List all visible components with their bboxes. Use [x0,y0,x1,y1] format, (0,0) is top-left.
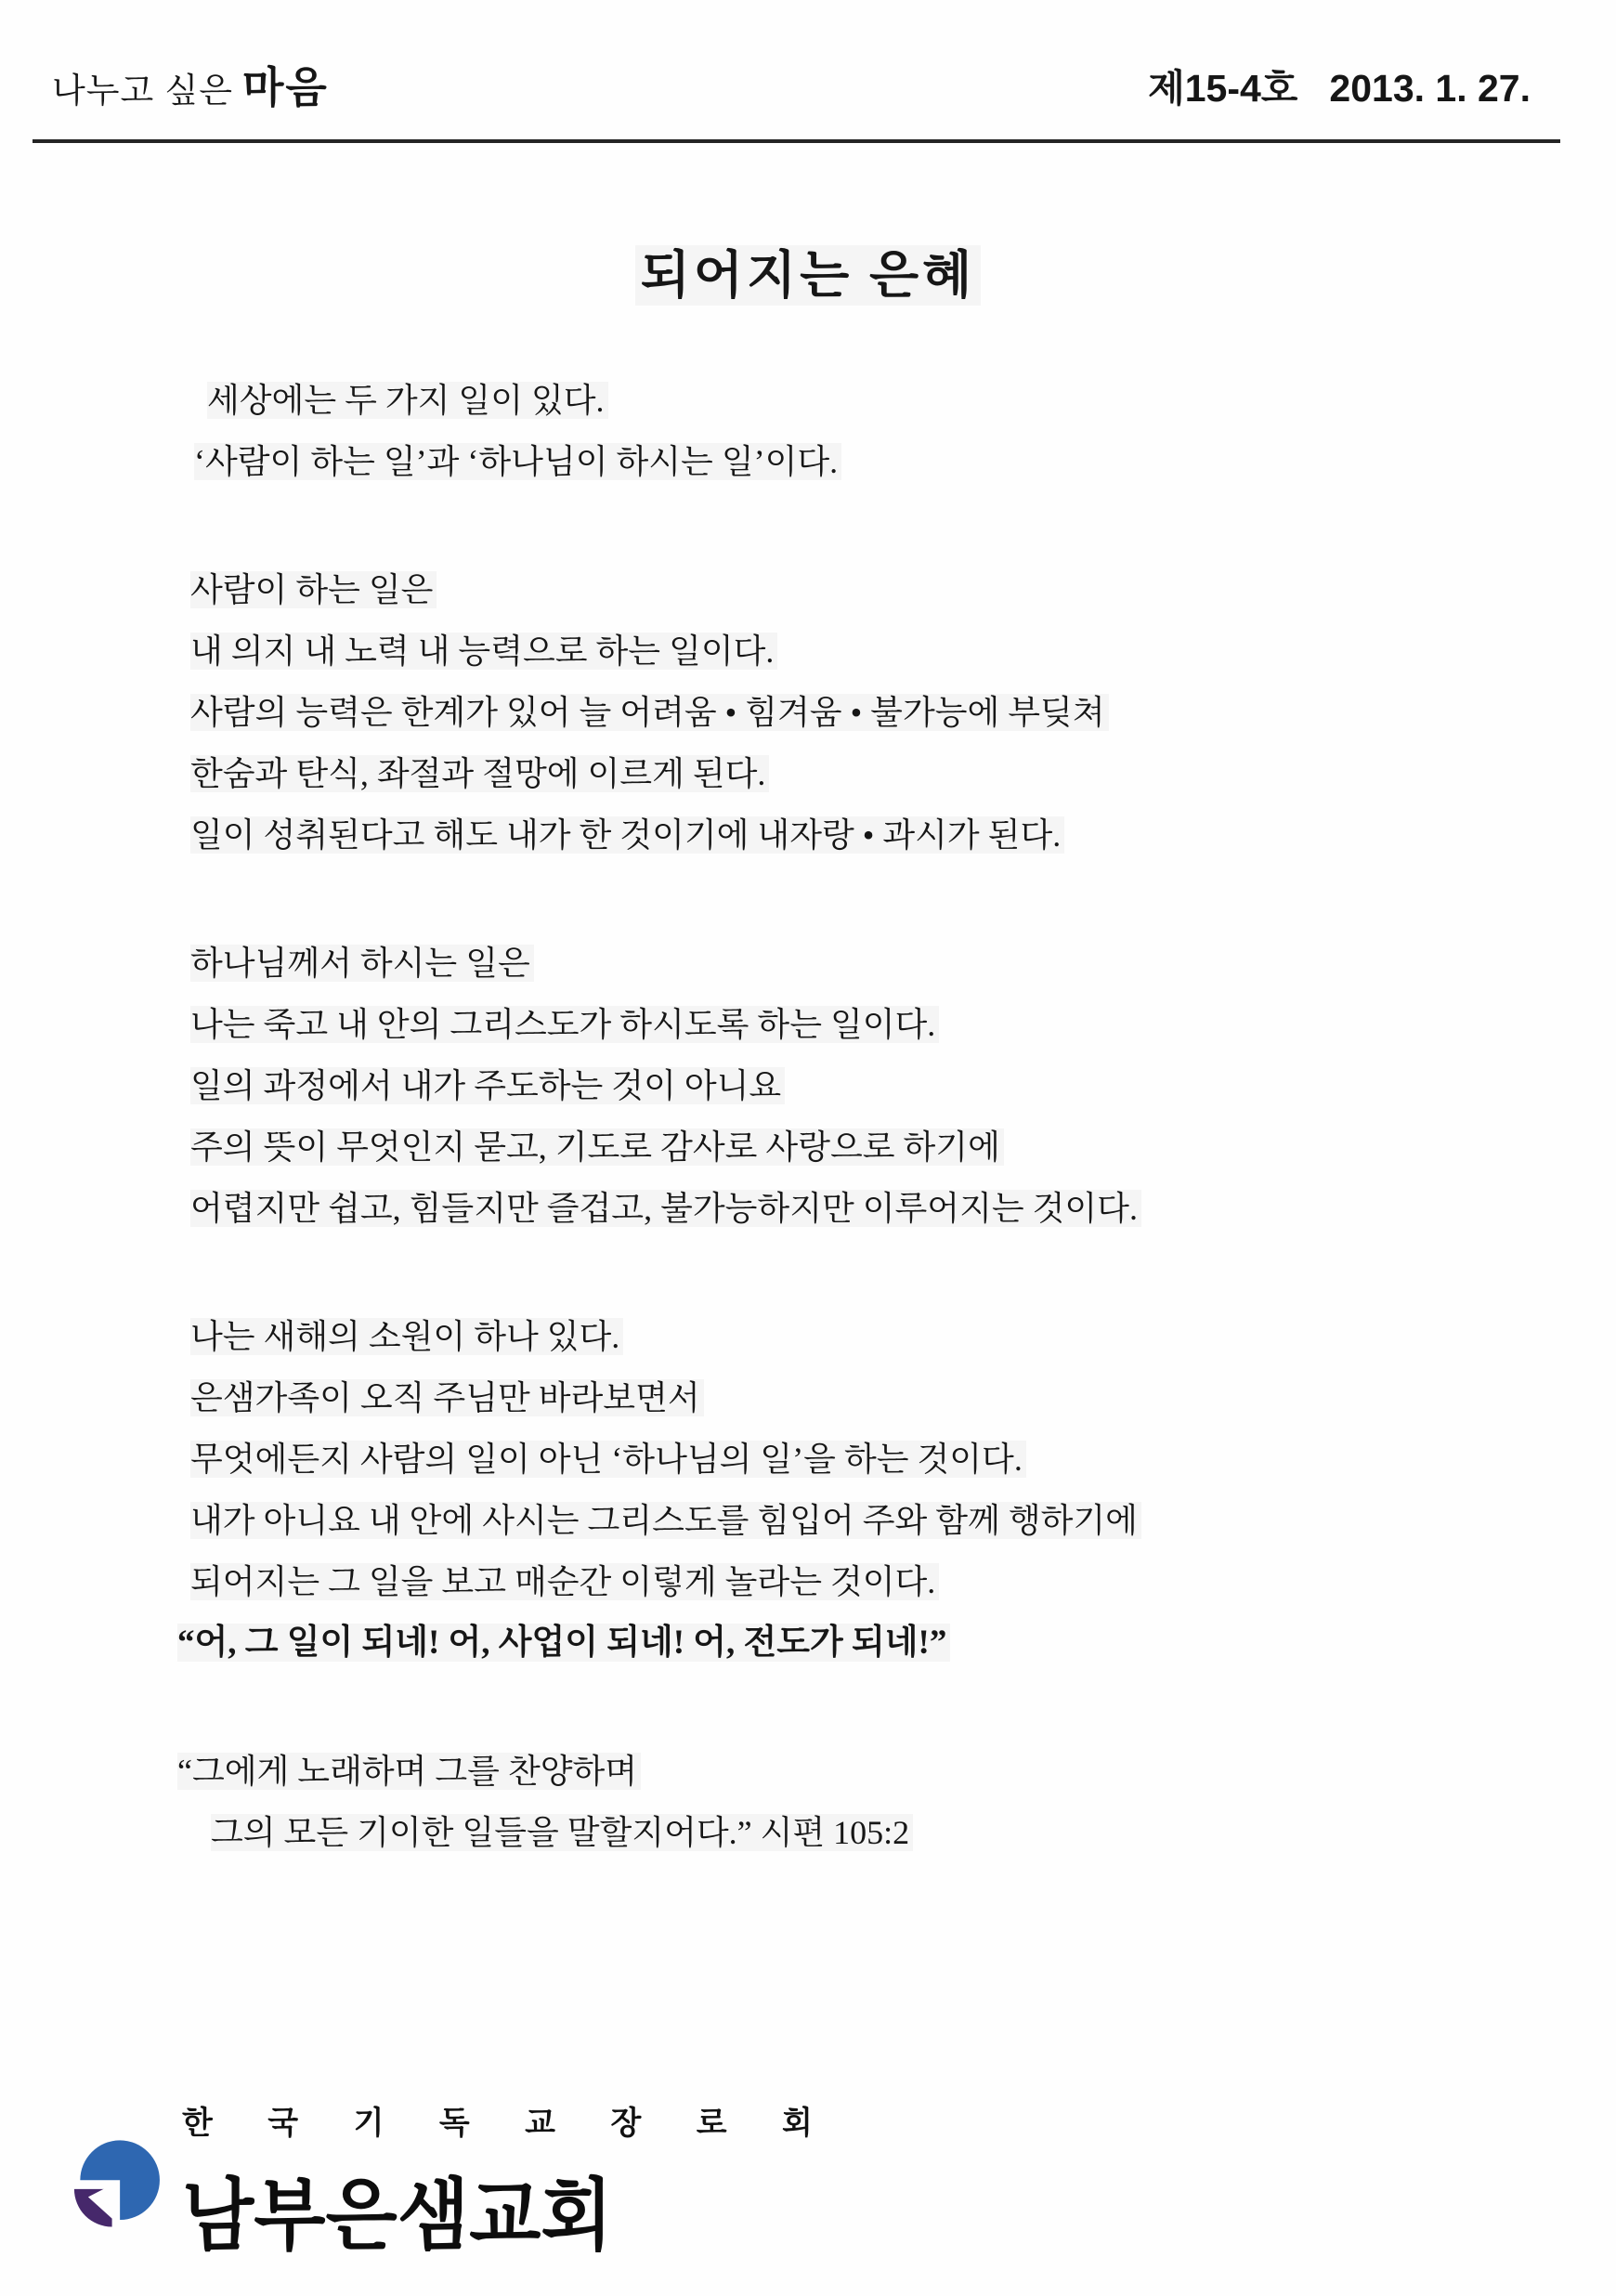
text-line: 어렵지만 쉽고, 힘들지만 즐겁고, 불가능하지만 이루어지는 것이다. [190,1178,1398,1239]
text-line: “그에게 노래하며 그를 찬양하며 [190,1741,1398,1802]
text-line: 되어지는 그 일을 보고 매순간 이렇게 놀라는 것이다. [190,1551,1398,1612]
newsletter-masthead [52,54,329,115]
text-line: 하나님께서 하시는 일은 [190,933,1398,994]
issue-number: 제15-4호 [1148,67,1298,110]
text-line: 일의 과정에서 내가 주도하는 것이 아니요 [190,1055,1398,1116]
header-divider [33,139,1560,143]
text-line: 사람의 능력은 한계가 있어 늘 어려움 • 힘겨움 • 불가능에 부딪쳐 [190,682,1398,743]
text-line: 무엇에든지 사람의 일이 아닌 ‘하나님의 일’을 하는 것이다. [190,1428,1398,1490]
issue-and-date [1148,58,1531,112]
text-line: 한숨과 탄식, 좌절과 절망에 이르게 된다. [190,743,1398,804]
article-title: 되어지는 은혜 [0,234,1616,307]
text-line: 내가 아니요 내 안에 사시는 그리스도를 힘입어 주와 함께 행하기에 [190,1490,1398,1551]
text-line: ‘사람이 하는 일’과 ‘하나님이 하시는 일’이다. [207,431,1398,492]
text-line: 나는 새해의 소원이 하나 있다. [190,1306,1398,1367]
masthead-regular: 나누고 싶은 [52,72,233,110]
paragraph-1 [190,370,1398,492]
text-line: 사람이 하는 일은 [190,559,1398,620]
text-line: 주의 뜻이 무엇인지 묻고, 기도로 감사로 사랑으로 하기에 [190,1116,1398,1178]
scripture-reference-line: 그의 모든 기이한 일들을 말할지어다.” 시편 105:2 [190,1802,1398,1863]
issue-date: 2013. 1. 27. [1329,67,1531,110]
church-logo-icon [63,2134,173,2248]
text-line: 은샘가족이 오직 주님만 바라보면서 [190,1367,1398,1428]
text-line: 세상에는 두 가지 일이 있다. [207,370,1398,431]
church-name: 남부은샘교회 [182,2172,613,2260]
text-line: 나는 죽고 내 안의 그리스도가 하시도록 하는 일이다. [190,994,1398,1055]
paragraph-5-scripture-quote [177,1741,1398,1863]
article-body [177,370,1398,1930]
denomination-name: 한 국 기 독 교 장 로 회 [182,2106,836,2141]
church-logo-text [182,2097,836,2259]
text-line: 일이 성취된다고 해도 내가 한 것이기에 내자랑 • 과시가 된다. [190,804,1398,866]
masthead-bold: 마음 [242,63,329,111]
paragraph-2 [190,559,1398,866]
text-line: 내 의지 내 노력 내 능력으로 하는 일이다. [190,620,1398,682]
bold-exclamation-line: “어, 그 일이 되네! 어, 사업이 되네! 어, 전도가 되네!” [190,1612,1398,1674]
paragraph-4 [177,1306,1398,1674]
paragraph-3 [190,933,1398,1239]
